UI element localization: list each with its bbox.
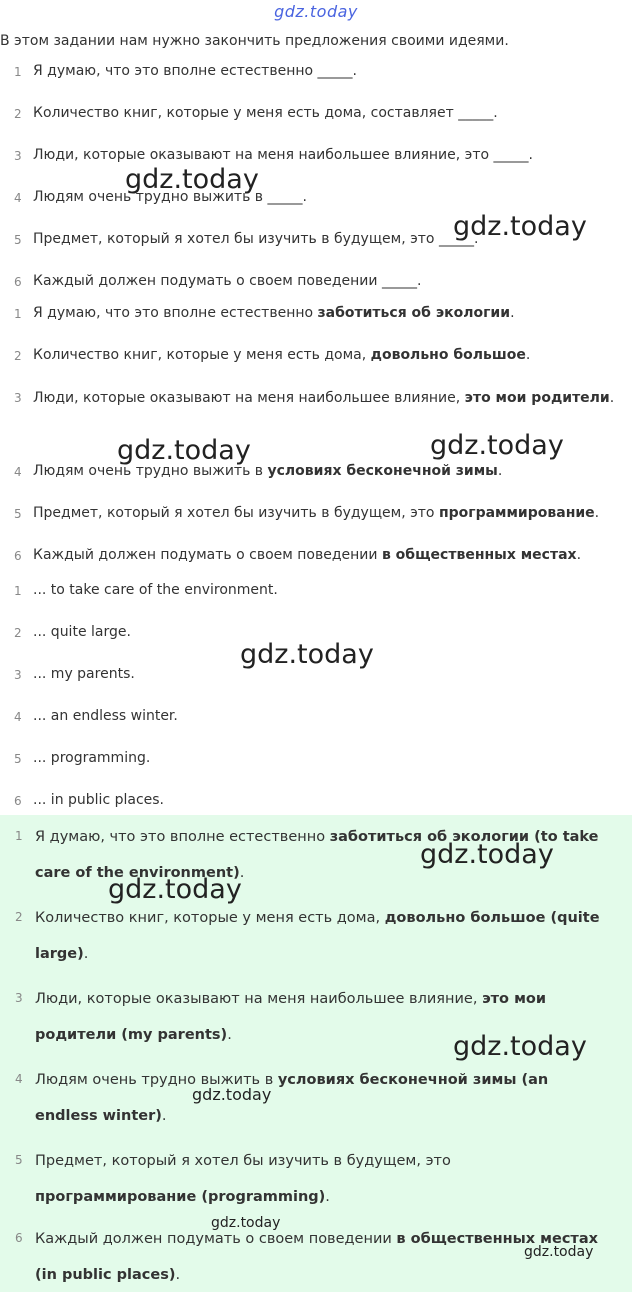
- item-number: 2: [15, 910, 23, 924]
- item-text: Людям очень трудно выжить в _____.: [33, 189, 307, 205]
- answer-bold: это мои родители (my parents): [35, 991, 547, 1043]
- item-text: Каждый должен подумать о своем поведении в общественных местах (in public places).: [35, 1231, 598, 1283]
- list-item: [0, 97, 632, 139]
- item-text: ... programming.: [33, 750, 151, 766]
- watermark: gdz.today: [211, 1215, 281, 1231]
- item-number: 2: [14, 107, 22, 121]
- item-number: 1: [14, 584, 22, 598]
- answer-bold: в общественных местах (in public places): [35, 1231, 598, 1283]
- item-number: 5: [14, 507, 22, 521]
- answer-bold: заботиться об экологии: [317, 305, 511, 321]
- watermark: gdz.today: [453, 211, 587, 242]
- item-number: 1: [14, 65, 22, 79]
- item-number: 1: [14, 307, 22, 321]
- list-item: [0, 55, 632, 97]
- item-number: 4: [14, 710, 22, 724]
- item-text: Я думаю, что это вполне естественно _____.: [33, 63, 357, 79]
- item-text: Каждый должен подумать о своем поведении в общественных местах.: [33, 547, 582, 563]
- answer-bold: заботиться об экологии (to take care of the environment): [35, 829, 599, 881]
- item-number: 5: [14, 752, 22, 766]
- list-item: [0, 700, 632, 742]
- item-number: 3: [15, 991, 23, 1005]
- answer-bold: условиях бесконечной зимы (an endless winter): [35, 1072, 549, 1124]
- item-number: 5: [15, 1153, 23, 1167]
- item-number: 6: [14, 549, 22, 563]
- item-text: Я думаю, что это вполне естественно заботиться об экологии (to take care of the environment).: [35, 829, 599, 881]
- item-number: 6: [14, 794, 22, 808]
- watermark: gdz.today: [453, 1031, 587, 1062]
- item-number: 3: [14, 149, 22, 163]
- item-text: Предмет, который я хотел бы изучить в будущем, это программирование (programming).: [35, 1153, 451, 1205]
- item-text: Людям очень трудно выжить в условиях бесконечной зимы (an endless winter).: [35, 1072, 549, 1124]
- answer-bold: в общественных местах: [381, 547, 577, 563]
- item-text: Количество книг, которые у меня есть дома, составляет _____.: [33, 105, 498, 121]
- item-text: ... my parents.: [33, 666, 135, 682]
- watermark: gdz.today: [125, 164, 259, 195]
- answer-bold: программирование (programming): [35, 1189, 326, 1205]
- watermark: gdz.today: [524, 1244, 594, 1260]
- item-text: Количество книг, которые у меня есть дома, довольно большое.: [33, 347, 531, 363]
- item-number: 2: [14, 626, 22, 640]
- list-item: [0, 297, 632, 339]
- watermark: gdz.today: [192, 1085, 272, 1104]
- item-number: 2: [14, 349, 22, 363]
- item-text: ... in public places.: [33, 792, 164, 808]
- item-text: Я думаю, что это вполне естественно заботиться об экологии.: [33, 305, 515, 321]
- watermark: gdz.today: [420, 839, 554, 870]
- item-text: ... quite large.: [33, 624, 131, 640]
- answer-bold: это мои родители: [464, 390, 610, 406]
- answer-bold: условиях бесконечной зимы: [267, 463, 498, 479]
- item-text: Количество книг, которые у меня есть дома, довольно большое (quite large).: [35, 910, 600, 962]
- item-text: Люди, которые оказывают на меня наибольшее влияние, это _____.: [33, 147, 533, 163]
- list-item: [0, 455, 632, 497]
- watermark: gdz.today: [117, 435, 251, 466]
- site-logo[interactable]: gdz.today: [274, 2, 358, 21]
- item-number: 6: [14, 275, 22, 289]
- item-number: 3: [14, 391, 22, 405]
- answer-bold: программирование: [438, 505, 595, 521]
- item-number: 4: [15, 1072, 23, 1086]
- answer-bold: довольно большое: [370, 347, 526, 363]
- list-item: [0, 497, 632, 539]
- item-text: Каждый должен подумать о своем поведении _____.: [33, 273, 422, 289]
- item-text: ... an endless winter.: [33, 708, 178, 724]
- watermark: gdz.today: [108, 874, 242, 905]
- answer-bold: довольно большое (quite large): [35, 910, 600, 962]
- list-item: [0, 339, 632, 381]
- list-item: [0, 574, 632, 616]
- list-item: [0, 742, 632, 784]
- item-text: Предмет, который я хотел бы изучить в будущем, это _____.: [33, 231, 479, 247]
- item-number: 6: [15, 1231, 23, 1245]
- item-text: Предмет, который я хотел бы изучить в будущем, это программирование.: [33, 505, 600, 521]
- item-text: ... to take care of the environment.: [33, 582, 278, 598]
- item-number: 5: [14, 233, 22, 247]
- watermark: gdz.today: [240, 639, 374, 670]
- item-text: Люди, которые оказывают на меня наибольшее влияние, это мои родители (my parents).: [35, 991, 547, 1043]
- item-text: Людям очень трудно выжить в условиях бесконечной зимы.: [33, 463, 503, 479]
- item-number: 3: [14, 668, 22, 682]
- item-number: 4: [14, 465, 22, 479]
- item-number: 1: [15, 829, 23, 843]
- task-intro: В этом задании нам нужно закончить предложения своими идеями.: [0, 33, 509, 49]
- list-item: [0, 139, 632, 181]
- en-answer-list: [0, 574, 632, 826]
- watermark: gdz.today: [430, 430, 564, 461]
- item-number: 4: [14, 191, 22, 205]
- item-text: Люди, которые оказывают на меня наибольшее влияние, это мои родители.: [33, 390, 615, 406]
- task-list: [0, 55, 632, 307]
